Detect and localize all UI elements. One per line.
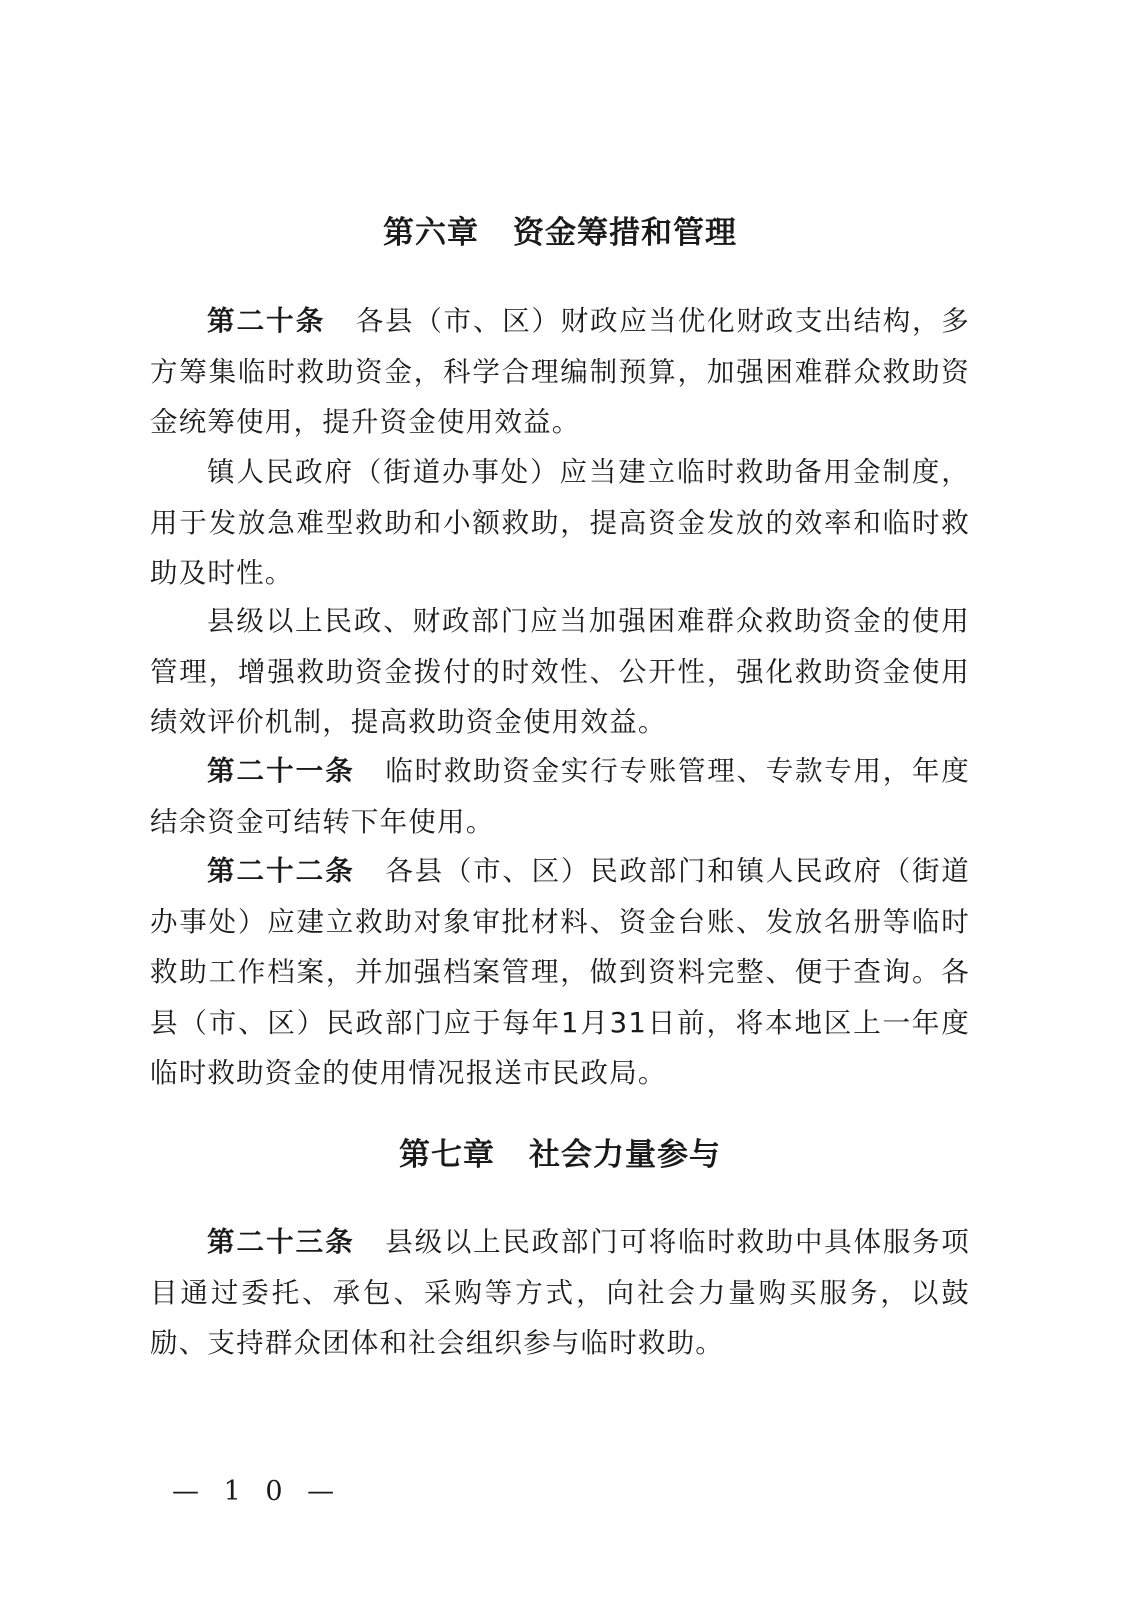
chapter-title: 资金筹措和管理 bbox=[513, 215, 737, 251]
chapter-six-heading bbox=[150, 209, 970, 257]
article-20-paragraph-3 bbox=[150, 596, 970, 748]
article-text: 各县（市、区）民政部门和镇人民政府（街道办事处）应建立救助对象审批材料、资金台账、发放名册等临时救助工作档案，并加强档案管理，做到资料完整、便于查询。各县（市、区）民政部门应于每年1月31日前，将本地区上一年度临时救助资金的使用情况报送市民政局。 bbox=[150, 855, 971, 1089]
article-label: 第二十二条 bbox=[207, 855, 355, 887]
article-label: 第二十一条 bbox=[207, 755, 355, 787]
article-23-paragraph bbox=[150, 1217, 970, 1369]
article-label: 第二十条 bbox=[207, 305, 326, 337]
article-text: 镇人民政府（街道办事处）应当建立临时救助备用金制度，用于发放急难型救助和小额救助，提高资金发放的效率和临时救助及时性。 bbox=[150, 456, 970, 589]
article-text: 县级以上民政部门可将临时救助中具体服务项目通过委托、承包、采购等方式，向社会力量购买服务，以鼓励、支持群众团体和社会组织参与临时救助。 bbox=[150, 1226, 971, 1359]
article-text: 县级以上民政、财政部门应当加强困难群众救助资金的使用管理，增强救助资金拨付的时效性、公开性，强化救助资金使用绩效评价机制，提高救助资金使用效益。 bbox=[150, 605, 970, 738]
article-21-paragraph bbox=[150, 746, 970, 847]
chapter-seven-heading bbox=[150, 1131, 970, 1179]
article-text: 各县（市、区）财政应当优化财政支出结构，多方筹集临时救助资金，科学合理编制预算，加强困难群众救助资金统筹使用，提升资金使用效益。 bbox=[150, 305, 971, 438]
chapter-number: 第六章 bbox=[383, 215, 479, 251]
article-22-paragraph bbox=[150, 846, 970, 1099]
page-number: — 1 0 — bbox=[172, 1476, 343, 1507]
chapter-number: 第七章 bbox=[399, 1137, 495, 1173]
article-label: 第二十三条 bbox=[207, 1226, 355, 1258]
article-20-paragraph-1 bbox=[150, 296, 970, 448]
article-20-paragraph-2 bbox=[150, 447, 970, 599]
chapter-title: 社会力量参与 bbox=[529, 1137, 721, 1173]
article-text: 临时救助资金实行专账管理、专款专用，年度结余资金可结转下年使用。 bbox=[150, 755, 971, 838]
